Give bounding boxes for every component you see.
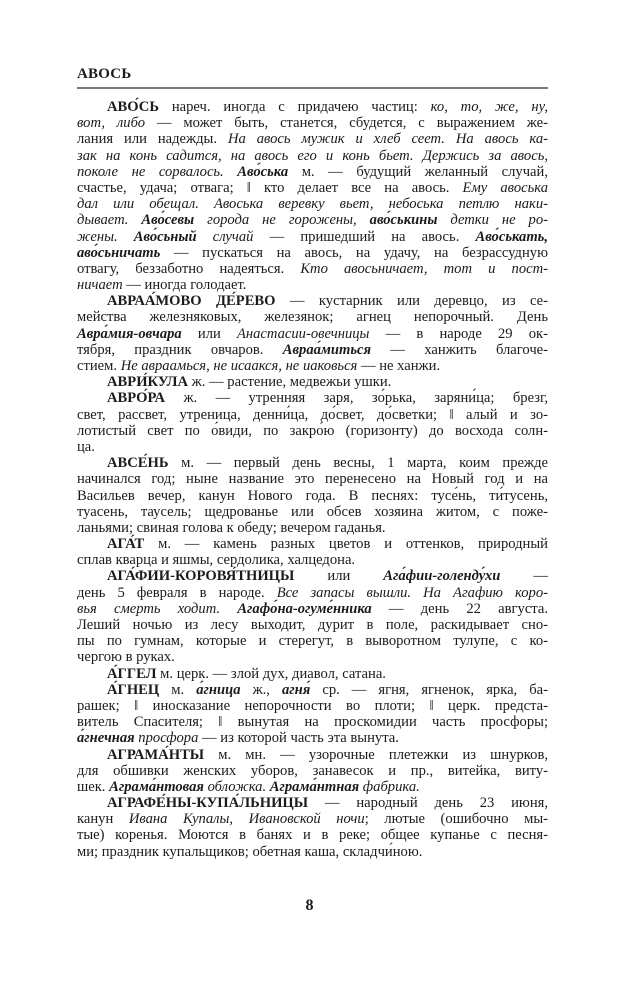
text-segment: сплав кварца и яшмы, сердолика, халцедона. bbox=[77, 552, 356, 569]
text-line bbox=[77, 261, 548, 277]
text-segment: или bbox=[181, 325, 237, 342]
text-line bbox=[77, 698, 548, 714]
text-segment: города не горожены, bbox=[194, 212, 370, 229]
text-segment: дывает. bbox=[77, 212, 142, 229]
text-line bbox=[77, 795, 548, 811]
text-segment: фабрика. bbox=[359, 778, 420, 795]
text-segment: — из которой часть эта вынута. bbox=[198, 730, 399, 747]
text-segment: зак на конь садится, на авось его и конь бьет. Держись за авось, bbox=[77, 147, 548, 164]
text-line bbox=[77, 488, 548, 504]
text-segment: Кто авосьничает, тот и пост- bbox=[300, 260, 549, 277]
dictionary-entry bbox=[77, 455, 548, 536]
text-line bbox=[77, 115, 548, 131]
headword: АГРАМА́НТЫ bbox=[107, 746, 205, 763]
text-line bbox=[77, 245, 548, 261]
text-segment: ср. — ягня, ягненок, ярка, ба- bbox=[310, 681, 548, 698]
text-line bbox=[77, 148, 548, 164]
text-line bbox=[77, 180, 548, 196]
dictionary-entry bbox=[77, 390, 548, 455]
text-segment: а́гница bbox=[196, 681, 241, 698]
text-segment: туасень, таусель; щедрованье или обсев хозяина житом, с поже- bbox=[77, 503, 548, 520]
text-line bbox=[77, 164, 548, 180]
text-segment: день 5 февраля в народе. bbox=[77, 584, 277, 601]
text-segment: — ханжить благоче- bbox=[371, 341, 548, 358]
text-segment: м. — первый день весны, 1 марта, коим прежде bbox=[168, 455, 548, 472]
text-line bbox=[77, 585, 548, 601]
text-segment: ; лютые (ошибочно мы- bbox=[364, 811, 549, 828]
headword: АВРАА́МОВО ДЕ́РЕВО bbox=[107, 293, 276, 310]
text-segment: агня́ bbox=[282, 681, 311, 698]
text-line bbox=[77, 568, 548, 584]
text-segment: м. мн. — узорочные плетежки из шнурков, bbox=[204, 746, 548, 763]
text-segment: ж. — утренняя заря, зо́рька, заряни́ца; брезг, bbox=[165, 390, 548, 407]
text-segment: шек. bbox=[77, 778, 110, 795]
text-line bbox=[77, 358, 548, 374]
text-segment: счастье, удача; отвага; ‖ кто делает все на авось. bbox=[77, 179, 463, 196]
text-segment: витель Спасителя; ‖ вынутая на проскомидии часть просфоры; bbox=[77, 714, 548, 731]
text-segment: ж. — растение, медвежьи ушки. bbox=[188, 374, 392, 391]
text-segment: поколе не сорвалось. bbox=[77, 163, 238, 180]
dictionary-entry bbox=[77, 666, 548, 682]
text-segment: для обшивки женских уборов, занавесок и пр., витейка, виту- bbox=[77, 762, 548, 779]
text-segment: ж., bbox=[240, 681, 282, 698]
text-line bbox=[77, 390, 548, 406]
text-segment: Агафо́на-огуме́нника bbox=[237, 600, 372, 617]
dictionary-entry bbox=[77, 374, 548, 390]
text-segment: Анастасии-овечницы bbox=[236, 325, 370, 342]
text-line bbox=[77, 326, 548, 342]
text-segment: аво́ськины bbox=[369, 212, 438, 229]
text-segment: или bbox=[294, 568, 384, 585]
text-segment: стием. bbox=[77, 358, 121, 374]
text-segment: — не ханжи. bbox=[357, 358, 441, 374]
text-line bbox=[77, 649, 548, 665]
page-number: 8 bbox=[305, 897, 314, 914]
running-head: АВОСЬ bbox=[77, 66, 132, 82]
dictionary-entry bbox=[77, 568, 548, 665]
text-segment: Аво́ська bbox=[237, 163, 289, 180]
text-line bbox=[77, 779, 548, 795]
text-segment: — bbox=[500, 568, 548, 585]
text-segment: м. — камень разных цветов и оттенков, природный bbox=[144, 536, 548, 553]
text-line bbox=[77, 682, 548, 698]
text-segment: Ивана Купалы, Ивановской ночи bbox=[128, 811, 365, 828]
text-segment: а́гнечная bbox=[77, 730, 135, 747]
text-segment: Аво́сьный bbox=[133, 228, 197, 245]
headword: АГА́Т bbox=[107, 536, 145, 553]
text-segment: Ему авоська bbox=[462, 179, 549, 196]
text-segment: ничает bbox=[77, 277, 123, 294]
text-line bbox=[77, 455, 548, 471]
text-segment: нареч. иногда с придачею частиц: bbox=[159, 99, 431, 115]
text-segment: случай bbox=[196, 228, 254, 245]
text-segment: ми; праздник купальщиков; обетная каша, складчи́ною. bbox=[77, 843, 423, 860]
text-line bbox=[77, 277, 548, 293]
text-segment: ца. bbox=[77, 438, 95, 455]
text-segment: Не авраамься, не исаакся, не иаковься bbox=[120, 358, 358, 374]
text-segment: — пришедший на авось. bbox=[253, 228, 476, 245]
headword: А́ГНЕЦ bbox=[107, 681, 160, 698]
text-line bbox=[77, 293, 548, 309]
text-line bbox=[77, 99, 548, 115]
dictionary-entry bbox=[77, 293, 548, 374]
text-segment: пы по гумнам, которые и стерегут, в выворотном тулупе, с ко- bbox=[77, 633, 548, 650]
text-segment: аво́сьничать bbox=[77, 244, 161, 261]
text-line bbox=[77, 471, 548, 487]
text-segment: — иногда голодает. bbox=[122, 277, 247, 294]
text-segment: Аграма́нтовая bbox=[109, 778, 204, 795]
text-segment: Васильев вечер, канун Нового года. В песнях: тусе́нь, ти́тусень, bbox=[77, 487, 548, 504]
text-segment: тября, праздник овчаров. bbox=[77, 341, 283, 358]
text-segment: канун bbox=[77, 811, 129, 828]
text-segment: На авось мужик и хлеб сеет. На авось ка- bbox=[227, 131, 549, 148]
text-line bbox=[77, 844, 548, 860]
dictionary-entry bbox=[77, 747, 548, 796]
text-line bbox=[77, 439, 548, 455]
text-segment: ланьями; свиная голова к обеду; вечером гаданья. bbox=[77, 519, 386, 536]
headword: А́ГГЕЛ bbox=[107, 665, 157, 682]
text-line bbox=[77, 536, 548, 552]
text-segment: тые) коренья. Моются в банях и в реке; общее купанье с песня- bbox=[77, 827, 548, 844]
text-segment: жены. bbox=[77, 228, 134, 245]
text-line bbox=[77, 309, 548, 325]
text-line bbox=[77, 763, 548, 779]
text-line bbox=[77, 131, 548, 147]
text-line bbox=[77, 342, 548, 358]
text-segment: свет, рассвет, утреница, денни́ца, до́свет, до́светки; ‖ алый и зо- bbox=[77, 406, 548, 423]
text-line bbox=[77, 504, 548, 520]
text-segment: отвагу, беззаботно надеяться. bbox=[77, 260, 301, 277]
dictionary-entry bbox=[77, 795, 548, 860]
text-segment: Леший ночью из лесу выходит, дурит в поле, раскидывает сно- bbox=[77, 617, 548, 633]
text-segment: лания или надежды. bbox=[77, 131, 228, 148]
text-segment: детки не ро- bbox=[437, 212, 548, 229]
text-line bbox=[77, 714, 548, 730]
headword: АГРАФЕ́НЫ-КУПА́ЛЬНИЦЫ bbox=[107, 795, 309, 812]
dictionary-entry bbox=[77, 99, 548, 293]
headword: АВРИ́КУЛА bbox=[107, 374, 189, 391]
text-segment: Ага́фии-голенду́хи bbox=[383, 568, 501, 585]
text-segment: Авра́мия-овчара bbox=[77, 325, 182, 342]
text-segment: м. — будущий желанный случай, bbox=[288, 163, 548, 180]
text-line bbox=[77, 374, 548, 390]
text-line bbox=[77, 730, 548, 746]
text-segment: чергою в руках. bbox=[77, 649, 175, 666]
text-line bbox=[77, 617, 548, 633]
text-segment: начинался год; ныне название это перенесено на Новый год и на bbox=[77, 471, 548, 488]
text-line bbox=[77, 212, 548, 228]
text-line bbox=[77, 552, 548, 568]
text-segment: Все запасы вышли. На Агафию коро- bbox=[276, 584, 548, 601]
text-segment: Аграма́нтная bbox=[269, 778, 360, 795]
text-line bbox=[77, 827, 548, 843]
text-segment: Аво́севы bbox=[141, 212, 195, 229]
text-line bbox=[77, 811, 548, 827]
text-segment: — в народе 29 ок- bbox=[369, 325, 548, 342]
text-line bbox=[77, 666, 548, 682]
text-segment: м. bbox=[159, 681, 197, 698]
text-segment: мейства железняковых, железянок; агнец непорочный. День bbox=[77, 309, 548, 326]
text-segment: м. церк. — злой дух, диавол, сатана. bbox=[156, 665, 386, 682]
text-segment: рашек; ‖ иносказание непорочности во плоти; ‖ церк. предста- bbox=[77, 697, 548, 714]
dictionary-body bbox=[77, 99, 548, 860]
dictionary-entry bbox=[77, 536, 548, 568]
text-segment: — кустарник или деревцо, из се- bbox=[275, 293, 548, 310]
text-segment: дал или обещал. Авоська веревку вьет, небоська петлю наки- bbox=[77, 196, 548, 213]
text-line bbox=[77, 747, 548, 763]
text-segment: вот, либо bbox=[77, 115, 146, 132]
text-line bbox=[77, 196, 548, 212]
headword: АВО́СЬ bbox=[107, 99, 159, 115]
text-segment: — народный день 23 июня, bbox=[308, 795, 548, 812]
text-line bbox=[77, 601, 548, 617]
headword: АВСЕ́НЬ bbox=[107, 455, 169, 472]
text-segment: — пускаться на авось, на удачу, на безрассудную bbox=[160, 244, 548, 261]
text-line bbox=[77, 423, 548, 439]
text-line bbox=[77, 229, 548, 245]
text-segment: — день 22 августа. bbox=[371, 600, 548, 617]
text-line bbox=[77, 633, 548, 649]
text-segment: просфора bbox=[134, 730, 199, 747]
text-segment: ко, то, же, ну, bbox=[430, 99, 549, 115]
text-segment: обложка. bbox=[203, 778, 270, 795]
text-segment: вья смерть ходит. bbox=[77, 600, 238, 617]
header-rule bbox=[77, 87, 548, 89]
text-segment: Авраа́миться bbox=[282, 341, 372, 358]
text-segment: Аво́ськать, bbox=[475, 228, 548, 245]
text-segment: — может быть, станется, сбудется, с выражением же- bbox=[145, 115, 549, 132]
dictionary-entry bbox=[77, 682, 548, 747]
headword: АГА́ФИИ-КОРОВЯ́ТНИЦЫ bbox=[107, 568, 295, 585]
headword: АВРО́РА bbox=[107, 390, 166, 407]
text-line bbox=[77, 520, 548, 536]
text-line bbox=[77, 407, 548, 423]
text-segment: лотистый свет по о́види, по закро́ю (горизонту) до восхода солн- bbox=[77, 422, 548, 439]
